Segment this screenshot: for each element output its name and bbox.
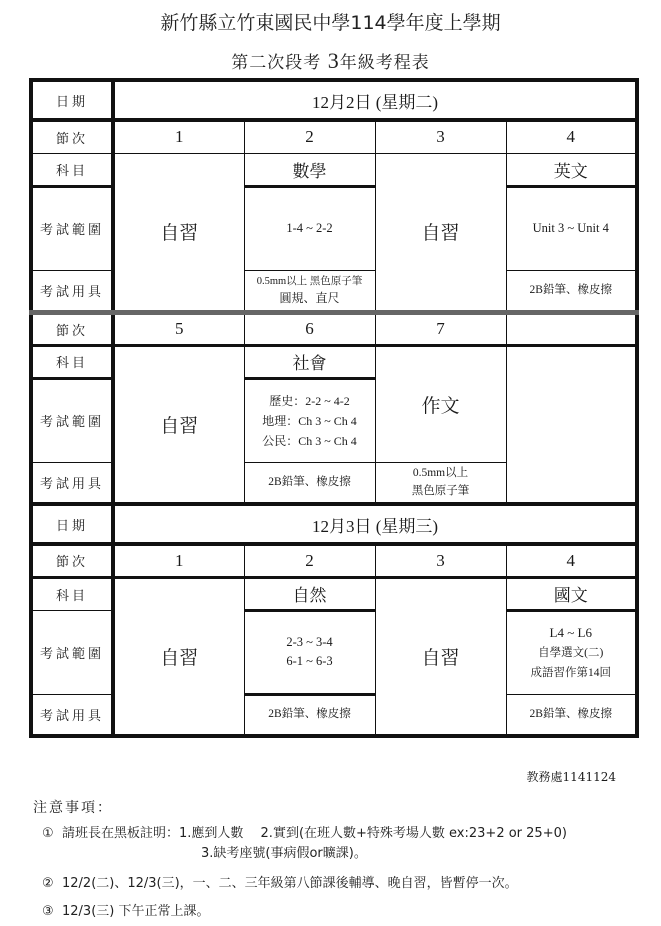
day1-p6-range-geography: 地理：Ch 3 ~ Ch 4 — [262, 413, 357, 428]
day2-date: 12月3日 (星期三) — [113, 504, 637, 544]
grade-number: 3 — [327, 48, 340, 73]
day2-p1-self-study: 自習 — [113, 577, 244, 736]
day2-p3-self-study: 自習 — [375, 577, 506, 736]
period-5: 5 — [113, 312, 244, 345]
day1-p2-range: 1-4 ~ 2-2 — [244, 186, 375, 270]
label-period: 節次 — [31, 312, 113, 345]
day1-p6-range-history: 歷史：2-2 ~ 4-2 — [269, 393, 350, 408]
day1-p4-range: Unit 3 ~ Unit 4 — [506, 186, 637, 270]
label-date: 日期 — [31, 80, 113, 120]
period-3: 3 — [375, 120, 506, 153]
note-2-text: 12/2(二)、12/3(三)，一、二、三年級第八節課後輔導、晚自習，皆暫停一次。 — [62, 876, 518, 891]
day1-p4-subject: 英文 — [506, 153, 637, 186]
notes-title: 注意事項： — [33, 800, 113, 816]
day1-date-row — [31, 80, 637, 120]
day1-p6-tools: 2B鉛筆、橡皮擦 — [244, 462, 375, 504]
day1-empty-cell — [506, 345, 637, 504]
period-4: 4 — [506, 120, 637, 153]
note-2 — [42, 872, 518, 891]
label-range: 考試範圍 — [31, 610, 113, 694]
note-3 — [42, 900, 209, 919]
period-7: 7 — [375, 312, 506, 345]
day2-period-row — [31, 544, 637, 577]
day1-p1-self-study: 自習 — [113, 153, 244, 312]
label-period: 節次 — [31, 120, 113, 153]
day1-p7-tools-line2: 黑色原子筆 — [411, 485, 470, 498]
day2-date-row — [31, 504, 637, 544]
note-1-marker: ① — [42, 826, 54, 841]
day1-period-row — [31, 120, 637, 153]
day1-subject-row — [31, 153, 637, 186]
day2-p2-range-line1: 2-3 ~ 3-4 — [286, 635, 333, 649]
exam-schedule-table — [29, 78, 639, 738]
day2-p4-range-line1: L4 ~ L6 — [549, 624, 592, 640]
period-1: 1 — [113, 544, 244, 577]
school-title: 新竹縣立竹東國民中學114學年度上學期 — [160, 12, 501, 34]
note-1 — [42, 822, 567, 841]
day1-p7-subject: 作文 — [375, 345, 506, 462]
period-empty — [506, 312, 637, 345]
label-subject: 科目 — [31, 345, 113, 378]
day1-p5-self-study: 自習 — [113, 345, 244, 504]
label-tools: 考試用具 — [31, 462, 113, 504]
label-tools: 考試用具 — [31, 694, 113, 736]
note-2-marker: ② — [42, 876, 54, 891]
day2-p2-range-line2: 6-1 ~ 6-3 — [286, 654, 333, 668]
day1-p6-range — [244, 378, 375, 462]
period-2: 2 — [244, 544, 375, 577]
day2-p2-tools: 2B鉛筆、橡皮擦 — [244, 694, 375, 736]
day2-p4-subject: 國文 — [506, 577, 637, 610]
exam-title-post: 年級考程表 — [339, 53, 430, 73]
period-2: 2 — [244, 120, 375, 153]
exam-title — [0, 48, 661, 74]
day2-p4-tools: 2B鉛筆、橡皮擦 — [506, 694, 637, 736]
exam-title-pre: 第二次段考 — [231, 53, 328, 73]
day1-p2-subject: 數學 — [244, 153, 375, 186]
day1-afternoon-subject-row — [31, 345, 637, 378]
day1-p2-tools-line2: 圓規、直尺 — [279, 291, 340, 305]
day1-p7-tools — [375, 462, 506, 504]
note-1-text: 請班長在黑板註明：1.應到人數 2.實到(在班人數+特殊考場人數 ex:23+2 or 25+0) — [62, 826, 567, 841]
label-tools: 考試用具 — [31, 270, 113, 312]
day2-subject-row — [31, 577, 637, 610]
period-1: 1 — [113, 120, 244, 153]
day1-p2-tools-line1: 0.5mm以上 黑色原子筆 — [256, 276, 363, 287]
label-period: 節次 — [31, 544, 113, 577]
day1-p7-tools-line1: 0.5mm以上 — [412, 467, 469, 480]
day2-p4-range — [506, 610, 637, 694]
day1-p3-self-study: 自習 — [375, 153, 506, 312]
day2-p4-range-line3: 成語習作第14回 — [530, 666, 611, 679]
period-4: 4 — [506, 544, 637, 577]
exam-schedule-sheet — [29, 78, 635, 738]
day1-p6-range-civics: 公民：Ch 3 ~ Ch 4 — [262, 433, 357, 448]
label-range: 考試範圍 — [31, 378, 113, 462]
note-1-continued: 3.缺考座號(事病假or曠課)。 — [201, 846, 367, 861]
label-subject: 科目 — [31, 153, 113, 186]
label-range: 考試範圍 — [31, 186, 113, 270]
day2-p2-range — [244, 610, 375, 694]
note-3-marker: ③ — [42, 904, 54, 919]
day1-p6-subject: 社會 — [244, 345, 375, 378]
label-date: 日期 — [31, 504, 113, 544]
day1-p2-tools — [244, 270, 375, 312]
academic-office-stamp: 教務處1141124 — [526, 770, 616, 784]
day1-afternoon-period-row — [31, 312, 637, 345]
day2-p4-range-line2: 自學選文(二) — [538, 646, 604, 659]
label-subject: 科目 — [31, 577, 113, 610]
period-3: 3 — [375, 544, 506, 577]
period-6: 6 — [244, 312, 375, 345]
day1-p4-tools: 2B鉛筆、橡皮擦 — [506, 270, 637, 312]
note-3-text: 12/3(三) 下午正常上課。 — [62, 904, 210, 919]
day1-date: 12月2日 (星期二) — [113, 80, 637, 120]
day2-p2-subject: 自然 — [244, 577, 375, 610]
